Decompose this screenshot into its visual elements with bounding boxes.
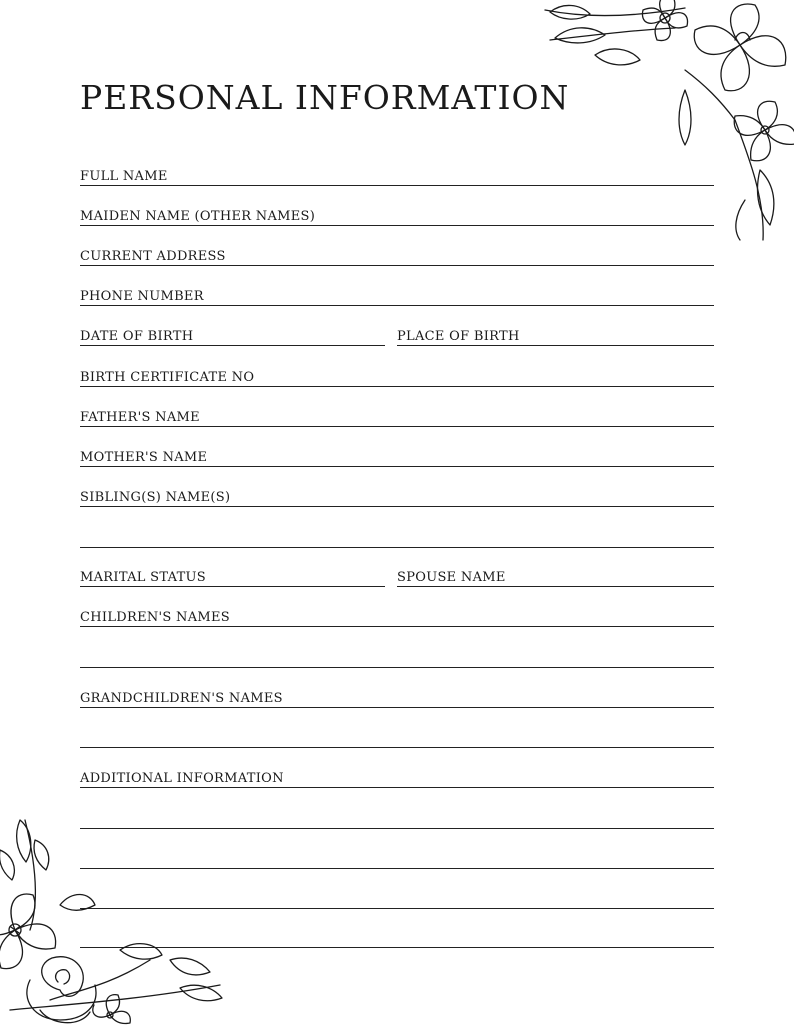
birth-certificate-label: BIRTH CERTIFICATE NO — [80, 370, 255, 385]
phone-number-label: PHONE NUMBER — [80, 289, 204, 304]
full-name-field[interactable] — [80, 166, 714, 186]
spouse-name-label: SPOUSE NAME — [397, 570, 506, 585]
birth-certificate-field[interactable] — [80, 367, 714, 387]
mothers-name-field[interactable] — [80, 447, 714, 467]
siblings-names-field[interactable] — [80, 487, 714, 507]
marital-status-field[interactable] — [80, 567, 385, 587]
childrens-extra-line[interactable] — [80, 667, 714, 668]
full-name-label: FULL NAME — [80, 169, 168, 184]
place-of-birth-label: PLACE OF BIRTH — [397, 329, 520, 344]
maiden-name-field[interactable] — [80, 206, 714, 226]
fathers-name-field[interactable] — [80, 407, 714, 427]
grandchildrens-extra-line[interactable] — [80, 747, 714, 748]
place-of-birth-field[interactable] — [397, 326, 714, 346]
grandchildrens-names-label: GRANDCHILDREN'S NAMES — [80, 691, 283, 706]
siblings-extra-line[interactable] — [80, 547, 714, 548]
page-title: PERSONAL INFORMATION — [80, 78, 570, 117]
childrens-names-label: CHILDREN'S NAMES — [80, 610, 231, 625]
additional-information-field[interactable] — [80, 768, 714, 788]
phone-number-field[interactable] — [80, 286, 714, 306]
grandchildrens-names-field[interactable] — [80, 688, 714, 708]
floral-bottom-left-icon — [0, 810, 230, 1028]
fathers-name-label: FATHER'S NAME — [80, 410, 200, 425]
current-address-label: CURRENT ADDRESS — [80, 249, 226, 264]
mothers-name-label: MOTHER'S NAME — [80, 450, 208, 465]
date-of-birth-field[interactable] — [80, 326, 385, 346]
childrens-names-field[interactable] — [80, 607, 714, 627]
marital-status-label: MARITAL STATUS — [80, 570, 207, 585]
maiden-name-label: MAIDEN NAME (OTHER NAMES) — [80, 209, 316, 224]
spouse-name-field[interactable] — [397, 567, 714, 587]
additional-information-label: ADDITIONAL INFORMATION — [80, 771, 284, 786]
siblings-names-label: SIBLING(S) NAME(S) — [80, 490, 231, 505]
current-address-field[interactable] — [80, 246, 714, 266]
date-of-birth-label: DATE OF BIRTH — [80, 329, 194, 344]
